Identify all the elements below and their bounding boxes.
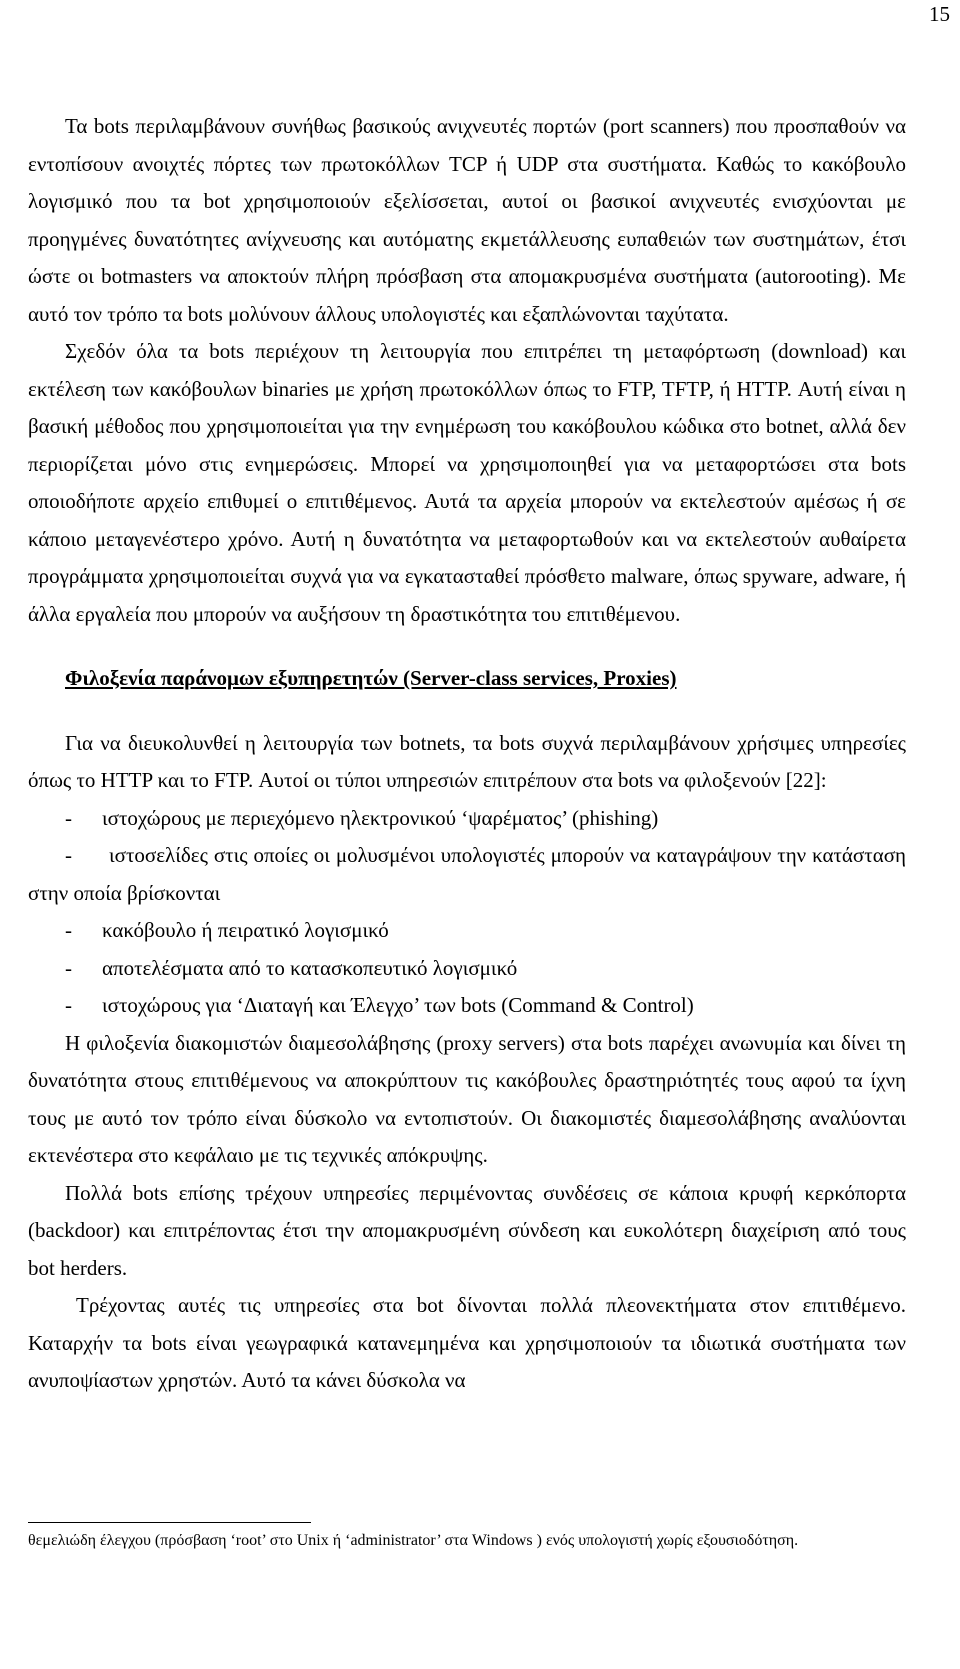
list-item-text: κακόβουλο ή πειρατικό λογισμικό [102,918,389,942]
list-item [28,912,906,950]
section-heading: Φιλοξενία παράνομων εξυπηρετητών (Server-class services, Proxies) [65,666,677,690]
list-item-text: ιστοχώρους με περιεχόμενο ηλεκτρονικού ‘ψαρέματος’ (phishing) [102,805,659,830]
paragraph-advantages: Τρέχοντας αυτές τις υπηρεσίες στα bot δίνονται πολλά πλεονεκτήματα στον επιτιθέμενο. Καταρχήν τα bots είναι γεωγραφικά κατανεμημένα και χρησιμοποιούν τα ιδιωτικά συστήματα των ανυποψίαστων χρηστών. Αυτό τα κάνει δύσκολα να [28,1293,906,1392]
page-number: 15 [929,2,950,26]
list-bullet: - [65,993,72,1017]
list-item-text-content: ιστοσελίδες στις οποίες οι μολυσμένοι υπολογιστές μπορούν να καταγράψουν την κατάσταση στην οποία βρίσκονται [28,843,906,905]
paragraph-backdoor: Πολλά bots επίσης τρέχουν υπηρεσίες περιμένοντας συνδέσεις σε κάποια κρυφή κερκόπορτα (backdoor) και επιτρέποντας έτσι την απομακρυσμένη σύνδεση και ευκολότερη διαχείριση από τους bot herders. [28,1180,906,1280]
paragraph-proxy-servers: Η φιλοξενία διακομιστών διαμεσολάβησης (proxy servers) στα bots παρέχει ανωνυμία και δίνει τη δυνατότητα στους επιτιθέμενους να αποκρύπτουν τις κακόβουλες δραστηριότητές τους αφού τα ίχνη τους με αυτό τον τρόπο είναι δύσκολο να εντοπιστούν. Οι διακομιστές διαμεσολάβησης αναλύονται εκτενέστερα στο κεφάλαιο με τις τεχνικές απόκρυψης. [28,1030,906,1167]
list-bullet: - [65,918,72,942]
paragraph-download-execute: Σχεδόν όλα τα bots περιέχουν τη λειτουργία που επιτρέπει τη μεταφόρτωση (download) και εκτέλεση των κακόβουλων binaries με χρήση πρωτοκόλλων όπως το FTP, TFTP, ή HTTP. Αυτή είναι η βασική μέθοδος που χρησιμοποιείται για την ενημέρωση του κακόβουλου κώδικα στο botnet, αλλά δεν περιορίζεται μόνο στις ενημερώσεις. Μπορεί να χρησιμοποιηθεί για να μεταφορτώσει στα bots οποιοδήποτε αρχείο επιθυμεί ο επιτιθέμενος. Αυτά τα αρχεία μπορούν να εκτελεστούν αμέσως ή σε κάποιο μεταγενέστερο χρόνο. Αυτή η δυνατότητα να μεταφορτωθούν και να εκτελεστούν αυθαίρετα προγράμματα χρησιμοποιείται συχνά για να εγκατασταθεί πρόσθετο malware, όπως spyware, adware, ή άλλα εργαλεία που μπορούν να αυξήσουν τη δραστικότητα του επιτιθέμενου. [28,339,906,626]
list-item [28,800,906,838]
list-item-text [28,837,906,912]
list-bullet: - [65,805,72,830]
list-bullet: - [65,955,72,980]
list-item [28,987,906,1025]
paragraph-hosted-services: Για να διευκολυνθεί η λειτουργία των botnets, τα bots συχνά περιλαμβάνουν χρήσιμες υπηρεσίες όπως το HTTP και το FTP. Αυτοί οι τύποι υπηρεσιών επιτρέπουν στα bots να φιλοξενούν [22]: [28,730,906,792]
paragraph-port-scanners: Τα bots περιλαμβάνουν συνήθως βασικούς ανιχνευτές πορτών (port scanners) που προσπαθούν να εντοπίσουν ανοιχτές πόρτες των πρωτοκόλλων TCP ή UDP στα συστήματα. Καθώς το κακόβουλο λογισμικό που τα bot χρησιμοποιούν εξελίσσεται, αυτοί οι βασικοί ανιχνευτές ενισχύονται με προηγμένες δυνατότητες ανίχνευσης και αυτόματης εκμετάλλευσης ευπαθειών των συστημάτων, έτσι ώστε οι botmasters να αποκτούν πλήρη πρόσβαση στα απομακρυσμένα συστήματα (autorooting). Με αυτό τον τρόπο τα bots μολύνουν άλλους υπολογιστές και εξαπλώνονται ταχύτατα. [28,114,906,326]
list-bullet: - [65,843,72,867]
page-body [28,108,906,1400]
footnote-divider [28,1522,311,1523]
list-item [28,950,906,988]
footnote: θεμελιώδη έλεγχου (πρόσβαση ‘root’ στο Unix ή ‘administrator’ στα Windows ) ενός υπολογιστή χωρίς εξουσιοδότηση. [28,1532,799,1549]
list-item [28,837,906,912]
list-item-text: αποτελέσματα από το κατασκοπευτικό λογισμικό [102,955,518,980]
list-item-text: ιστοχώρους για ‘Διαταγή και Έλεγχο’ των bots (Command & Control) [102,993,694,1017]
